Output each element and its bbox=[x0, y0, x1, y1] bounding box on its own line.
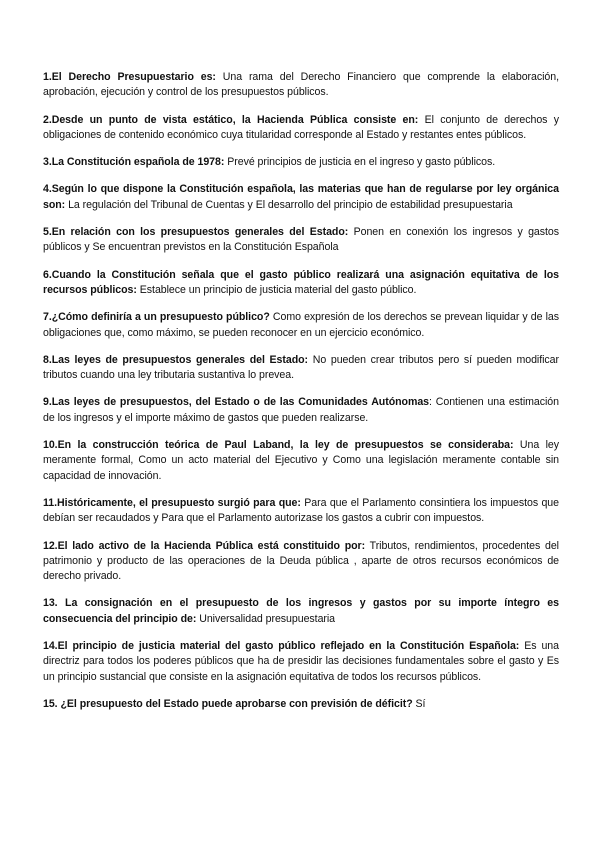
answer-7: Como expresión de los derechos se prevean liquidar y de las obligaciones que, como máximo, se pueden reconocer en un ejercicio económico. bbox=[43, 311, 559, 339]
question-13: 13. La consignación en el presupuesto de los ingresos y gastos por su importe íntegro es consecuencia del principio de: bbox=[43, 597, 559, 625]
answer-8: No pueden crear tributos pero sí pueden modificar tributos cuando una ley tributaria sustantiva lo prevea. bbox=[43, 353, 559, 382]
question-7: 7.¿Cómo definiría a un presupuesto público? bbox=[43, 311, 270, 324]
question-6: 6.Cuando la Constitución señala que el gasto público realizará una asignación equitativa de los recursos públicos: bbox=[43, 268, 559, 296]
qa-item-2 bbox=[43, 113, 559, 144]
question-3: 3.La Constitución española de 1978: bbox=[43, 156, 225, 169]
question-11: 11.Históricamente, el presupuesto surgió para que: bbox=[43, 496, 301, 509]
qa-item-1 bbox=[43, 70, 559, 101]
qa-item-14 bbox=[43, 639, 559, 685]
answer-13: Universalidad presupuestaria bbox=[196, 612, 336, 625]
question-1: 1.El Derecho Presupuestario es: bbox=[43, 71, 216, 83]
answer-11: Para que el Parlamento consintiera los impuestos que debían ser recaudados y Para que el Parlamento autorizase los gastos a cubrir con impuestos. bbox=[43, 496, 559, 525]
qa-item-6 bbox=[43, 268, 559, 299]
qa-item-7 bbox=[43, 310, 559, 341]
question-9: 9.Las leyes de presupuestos, del Estado o de las Comunidades Autónomas bbox=[43, 396, 430, 409]
qa-item-15 bbox=[43, 697, 559, 712]
question-8: 8.Las leyes de presupuestos generales del Estado: bbox=[43, 353, 309, 366]
question-10: 10.En la construcción teórica de Paul Laband, la ley de presupuestos se consideraba: bbox=[43, 439, 514, 452]
answer-6: Establece un principio de justicia material del gasto público. bbox=[136, 283, 417, 296]
answer-1: Una rama del Derecho Financiero que comprende la elaboración, aprobación, ejecución y control de los presupuestos públicos. bbox=[43, 71, 559, 99]
qa-item-8 bbox=[43, 353, 559, 384]
document-page bbox=[43, 70, 559, 724]
answer-4: La regulación del Tribunal de Cuentas y El desarrollo del principio de estabilidad presupuestaria bbox=[65, 198, 513, 211]
qa-item-9 bbox=[43, 395, 559, 426]
question-12: 12.El lado activo de la Hacienda Pública está constituido por: bbox=[43, 539, 366, 552]
question-5: 5.En relación con los presupuestos generales del Estado: bbox=[43, 226, 349, 239]
answer-9: : Contienen una estimación de los ingresos y el importe máximo de gastos que pueden realizarse. bbox=[43, 396, 559, 424]
question-2: 2.Desde un punto de vista estático, la Hacienda Pública consiste en: bbox=[43, 113, 419, 126]
question-15: 15. ¿El presupuesto del Estado puede aprobarse con previsión de déficit? bbox=[43, 697, 413, 710]
qa-item-5 bbox=[43, 225, 559, 256]
answer-14: Es una directriz para todos los poderes públicos que ha de presidir las decisiones fundamentales sobre el gasto y Es un principio sustancial que consiste en la asignación equitativa de todos los recursos públicos. bbox=[43, 640, 559, 683]
qa-item-13 bbox=[43, 596, 559, 627]
qa-item-12 bbox=[43, 539, 559, 585]
answer-5: Ponen en conexión los ingresos y gastos públicos y Se encuentran previstos en la Constitución Española bbox=[43, 226, 559, 254]
answer-2: El conjunto de derechos y obligaciones de contenido económico cuya titularidad corresponde al Estado y restantes entes públicos. bbox=[43, 113, 559, 141]
qa-item-10 bbox=[43, 438, 559, 484]
qa-item-4 bbox=[43, 182, 559, 213]
question-14: 14.El principio de justicia material del gasto público reflejado en la Constitución Española: bbox=[43, 640, 520, 653]
qa-item-3 bbox=[43, 155, 559, 170]
answer-10: Una ley meramente formal, Como un acto material del Ejecutivo y Como una legislación meramente contable sin capacidad de innovación. bbox=[43, 439, 560, 482]
answer-15: Sí bbox=[412, 697, 426, 710]
question-4: 4.Según lo que dispone la Constitución española, las materias que han de regularse por ley orgánica son: bbox=[43, 183, 559, 211]
answer-3: Prevé principios de justicia en el ingreso y gasto públicos. bbox=[224, 156, 496, 169]
qa-item-11 bbox=[43, 496, 559, 527]
answer-12: Tributos, rendimientos, procedentes del patrimonio y producto de las operaciones de la Deuda pública , aparte de otros recursos económicos de derecho privado. bbox=[43, 539, 559, 583]
